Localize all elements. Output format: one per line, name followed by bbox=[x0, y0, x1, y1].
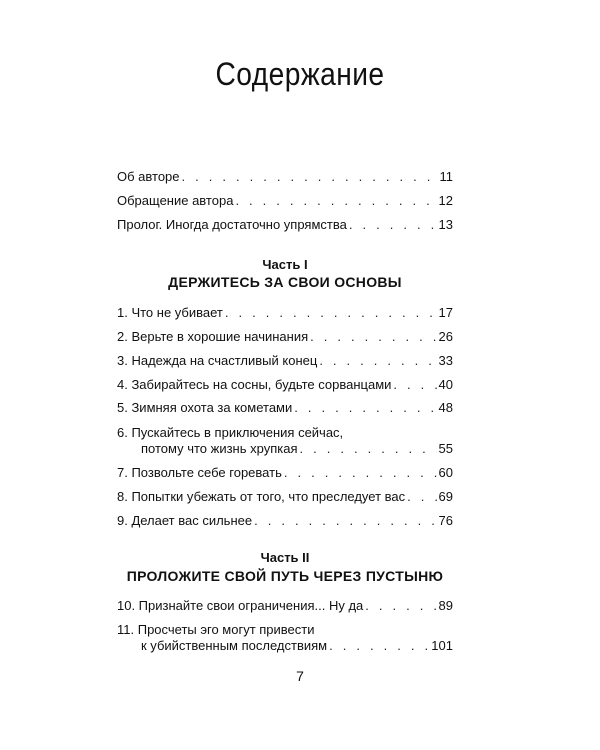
toc-page-number: 17 bbox=[438, 305, 453, 320]
toc-page-number: 26 bbox=[438, 329, 453, 344]
toc-entry-chapter-11[interactable] bbox=[117, 622, 453, 654]
toc-page-number: 101 bbox=[431, 638, 453, 653]
dot-leader bbox=[254, 513, 436, 529]
toc-page-number: 48 bbox=[438, 400, 453, 415]
toc-entry-chapter-1[interactable] bbox=[117, 305, 453, 321]
toc-entry-text-line1: 11. Просчеты эго могут привести bbox=[117, 622, 315, 637]
toc-page-number: 55 bbox=[438, 441, 453, 456]
toc-entry-prologue[interactable] bbox=[117, 217, 453, 233]
toc-entry-chapter-4[interactable] bbox=[117, 377, 453, 393]
toc-entry-text: 2. Верьте в хорошие начинания bbox=[117, 329, 309, 344]
page-number: 7 bbox=[296, 668, 304, 684]
toc-entry-text: к убийственным последствиям bbox=[141, 638, 328, 653]
toc-entry-text-line1: 6. Пускайтесь в приключения сейчас, bbox=[117, 425, 344, 440]
dot-leader bbox=[284, 465, 437, 481]
toc-page-number: 60 bbox=[438, 465, 453, 480]
dot-leader bbox=[182, 169, 438, 185]
toc-page-number: 12 bbox=[438, 193, 453, 208]
toc-entry-chapter-6[interactable] bbox=[117, 425, 453, 457]
toc-entry-text: 8. Попытки убежать от того, что преследует вас bbox=[117, 489, 406, 504]
toc-entry-text: Обращение автора bbox=[117, 193, 234, 208]
dot-leader bbox=[349, 217, 437, 233]
dot-leader bbox=[329, 638, 429, 654]
dot-leader bbox=[310, 329, 436, 345]
toc-page-number: 40 bbox=[438, 377, 453, 392]
toc-entry-chapter-7[interactable] bbox=[117, 465, 453, 481]
dot-leader bbox=[393, 377, 436, 393]
toc-page-number: 13 bbox=[438, 217, 453, 232]
toc-page-number: 76 bbox=[438, 513, 453, 528]
toc-entry-chapter-10[interactable] bbox=[117, 598, 453, 614]
toc-page-number: 69 bbox=[438, 489, 453, 504]
toc-entry-text: 5. Зимняя охота за кометами bbox=[117, 400, 293, 415]
toc-entry-chapter-9[interactable] bbox=[117, 513, 453, 529]
part-2-title: ПРОЛОЖИТЕ СВОЙ ПУТЬ ЧЕРЕЗ ПУСТЫНЮ bbox=[126, 568, 444, 584]
toc-page-number: 33 bbox=[438, 353, 453, 368]
dot-leader bbox=[319, 353, 436, 369]
dot-leader bbox=[225, 305, 437, 321]
toc-page-number: 89 bbox=[438, 598, 453, 613]
toc-entry-chapter-3[interactable] bbox=[117, 353, 453, 369]
toc-entry-text: потому что жизнь хрупкая bbox=[141, 441, 298, 456]
toc-entry-text: 4. Забирайтесь на сосны, будьте сорванцами bbox=[117, 377, 392, 392]
toc-entry-about-author[interactable] bbox=[117, 169, 453, 185]
toc-entry-text: 1. Что не убивает bbox=[117, 305, 223, 320]
toc-entry-chapter-2[interactable] bbox=[117, 329, 453, 345]
part-2-label: Часть II bbox=[260, 550, 310, 565]
dot-leader bbox=[300, 441, 437, 457]
dot-leader bbox=[294, 400, 436, 416]
dot-leader bbox=[235, 193, 436, 209]
toc-entry-text: 9. Делает вас сильнее bbox=[117, 513, 253, 528]
toc-entry-chapter-8[interactable] bbox=[117, 489, 453, 505]
dot-leader bbox=[407, 489, 436, 505]
toc-entry-text: Об авторе bbox=[117, 169, 180, 184]
toc-entry-text: Пролог. Иногда достаточно упрямства bbox=[117, 217, 347, 232]
toc-entry-chapter-5[interactable] bbox=[117, 400, 453, 416]
page-title: Содержание bbox=[215, 56, 385, 92]
toc-entry-text: 3. Надежда на счастливый конец bbox=[117, 353, 318, 368]
part-1-label: Часть I bbox=[262, 257, 308, 272]
part-1-title: ДЕРЖИТЕСЬ ЗА СВОИ ОСНОВЫ bbox=[168, 274, 402, 290]
toc-entry-text: 7. Позвольте себе горевать bbox=[117, 465, 282, 480]
dot-leader bbox=[365, 598, 436, 614]
toc-page-number: 11 bbox=[439, 169, 453, 184]
toc-entry-author-address[interactable] bbox=[117, 193, 453, 209]
toc-entry-text: 10. Признайте свои ограничения... Ну да bbox=[117, 598, 364, 613]
